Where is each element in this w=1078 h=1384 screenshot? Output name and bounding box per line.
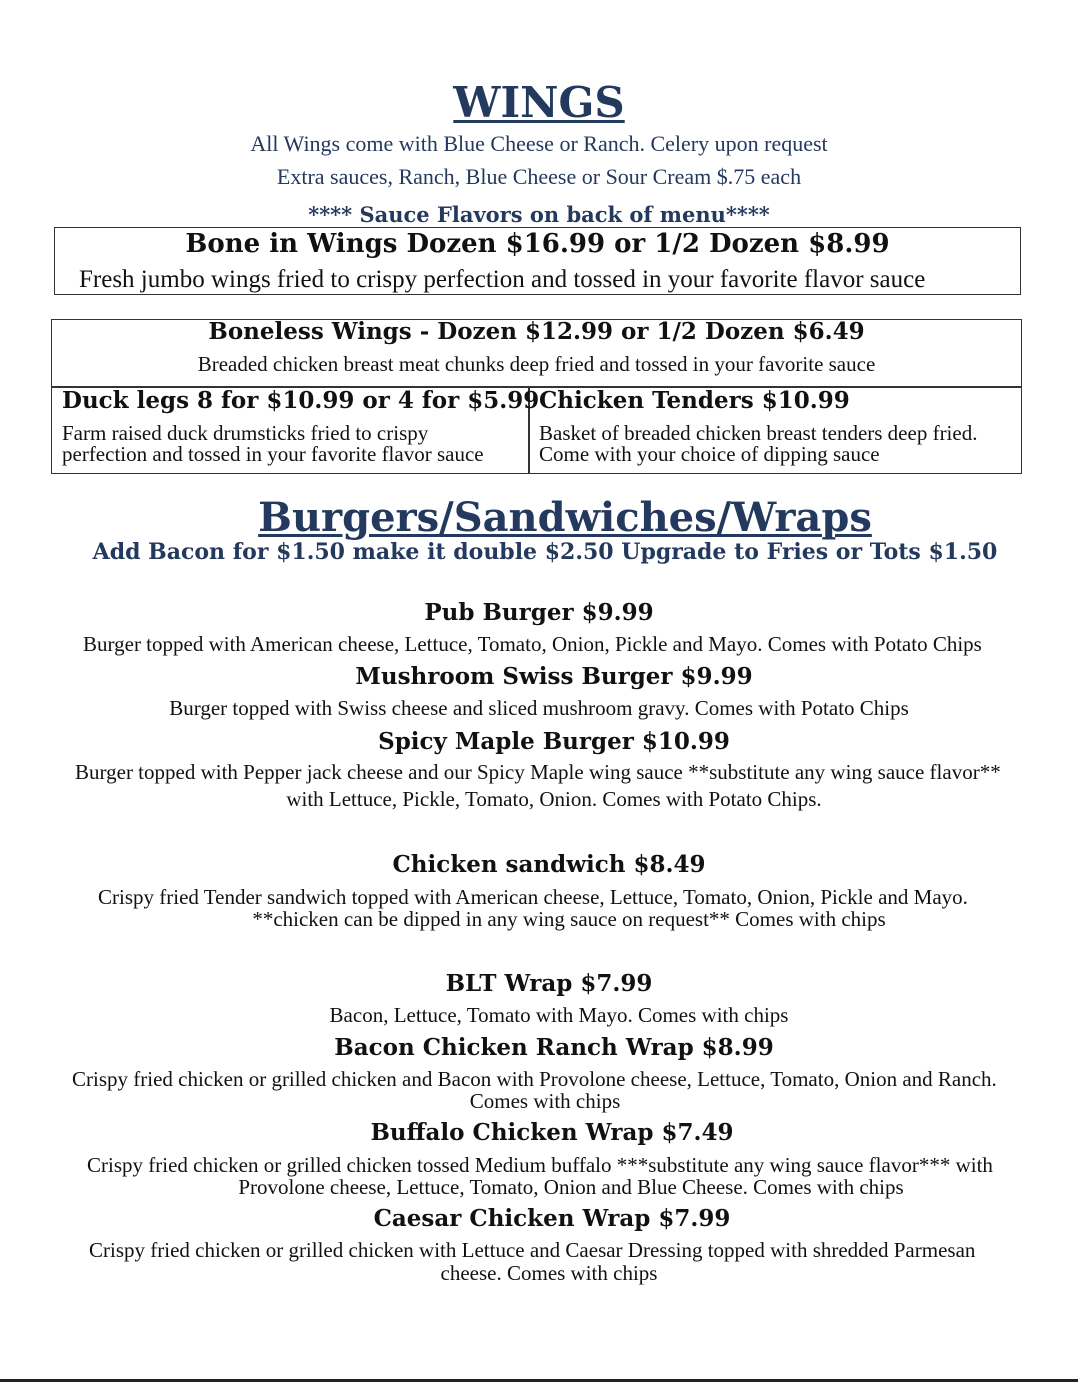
menu-item-desc: Provolone cheese, Lettuce, Tomato, Onion and Blue Cheese. Comes with chips <box>238 1175 904 1199</box>
menu-item-desc: Bacon, Lettuce, Tomato with Mayo. Comes with chips <box>329 1003 789 1027</box>
duck-legs-desc-1: Farm raised duck drumsticks fried to crispy <box>62 421 429 445</box>
chicken-tenders-desc-1: Basket of breaded chicken breast tenders deep fried. <box>539 421 978 445</box>
menu-item-desc: **chicken can be dipped in any wing sauce on request** Comes with chips <box>252 907 886 931</box>
menu-item-desc: Crispy fried chicken or grilled chicken with Lettuce and Caesar Dressing topped with shredded Parmesan <box>89 1238 976 1262</box>
wings-note-dip: All Wings come with Blue Cheese or Ranch. Celery upon request <box>250 131 828 156</box>
duck-legs-title: Duck legs 8 for $10.99 or 4 for $5.99 <box>62 387 540 414</box>
menu-item-title: Chicken sandwich $8.49 <box>392 851 706 878</box>
menu-item-title: Bacon Chicken Ranch Wrap $8.99 <box>334 1034 774 1061</box>
chicken-tenders-title: Chicken Tenders $10.99 <box>539 387 850 414</box>
menu-item-desc: Crispy fried chicken or grilled chicken and Bacon with Provolone cheese, Lettuce, Tomato, Onion and Ranch. <box>72 1067 997 1091</box>
menu-item-title: BLT Wrap $7.99 <box>445 970 653 997</box>
menu-item-title: Spicy Maple Burger $10.99 <box>378 728 730 755</box>
boneless-wings-desc: Breaded chicken breast meat chunks deep fried and tossed in your favorite sauce <box>197 352 876 376</box>
menu-item-title: Caesar Chicken Wrap $7.99 <box>373 1205 731 1232</box>
menu-item-desc: Comes with chips <box>469 1089 621 1113</box>
bone-in-wings-title: Bone in Wings Dozen $16.99 or 1/2 Dozen $8.99 <box>185 229 890 259</box>
wings-note-sauce-flavors: **** Sauce Flavors on back of menu**** <box>308 202 770 227</box>
menu-item-desc: Burger topped with Swiss cheese and sliced mushroom gravy. Comes with Potato Chips <box>169 696 909 720</box>
duck-legs-desc-2: perfection and tossed in your favorite flavor sauce <box>62 442 484 466</box>
menu-item-title: Mushroom Swiss Burger $9.99 <box>355 663 753 690</box>
menu-item-desc: with Lettuce, Pickle, Tomato, Onion. Comes with Potato Chips. <box>286 787 822 811</box>
burgers-addons-note: Add Bacon for $1.50 make it double $2.50 Upgrade to Fries or Tots $1.50 <box>92 539 998 565</box>
wings-note-extra-sauces: Extra sauces, Ranch, Blue Cheese or Sour Cream $.75 each <box>276 164 802 189</box>
menu-item-desc: Crispy fried chicken or grilled chicken tossed Medium buffalo ***substitute any wing sauce flavor*** with <box>87 1153 993 1177</box>
page-bottom-rule <box>0 1379 1078 1382</box>
menu-item-title: Pub Burger $9.99 <box>424 599 654 626</box>
menu-item-desc: Crispy fried Tender sandwich topped with American cheese, Lettuce, Tomato, Onion, Pickle and Mayo. <box>98 885 968 909</box>
bone-in-wings-desc: Fresh jumbo wings fried to crispy perfection and tossed in your favorite flavor sauce <box>79 266 926 293</box>
wings-title: WINGS <box>453 78 625 127</box>
burgers-title: Burgers/Sandwiches/Wraps <box>258 494 872 541</box>
menu-item-desc: cheese. Comes with chips <box>440 1261 658 1285</box>
menu-item-desc: Burger topped with Pepper jack cheese and our Spicy Maple wing sauce **substitute any wing sauce flavor** <box>75 760 1001 784</box>
chicken-tenders-desc-2: Come with your choice of dipping sauce <box>539 442 880 466</box>
boneless-wings-title: Boneless Wings - Dozen $12.99 or 1/2 Dozen $6.49 <box>208 318 865 345</box>
menu-item-title: Buffalo Chicken Wrap $7.49 <box>370 1119 734 1146</box>
menu-item-desc: Burger topped with American cheese, Lettuce, Tomato, Onion, Pickle and Mayo. Comes with Potato Chips <box>83 632 982 656</box>
